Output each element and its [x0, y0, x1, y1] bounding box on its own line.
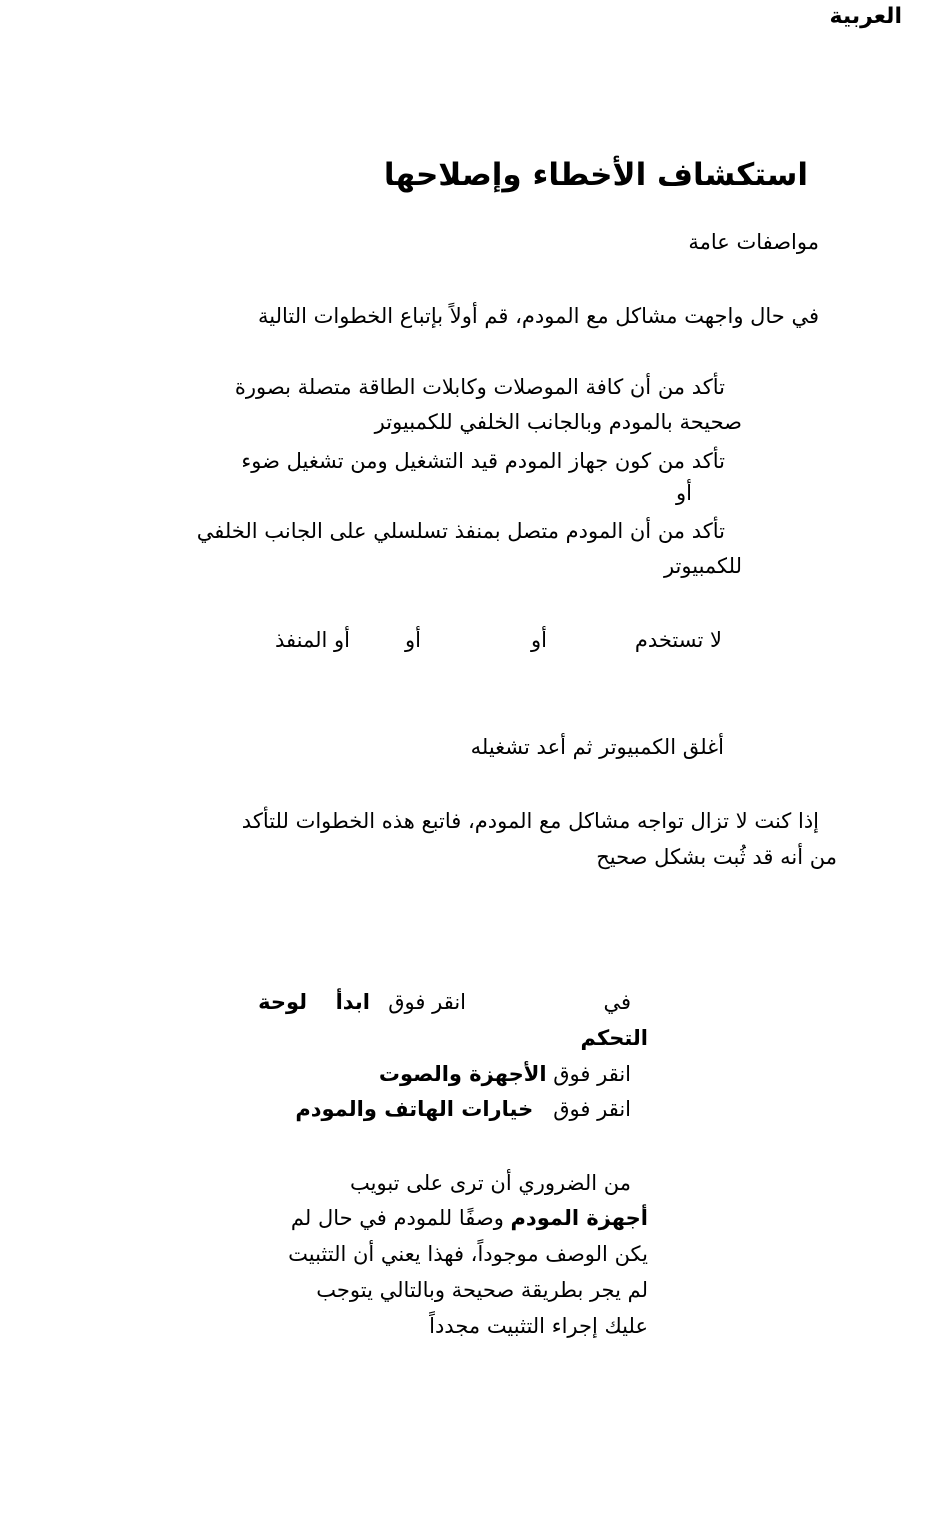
still-line-1: إذا كنت لا تزال تواجه مشاكل مع المودم، فاتبع هذه الخطوات للتأكد	[241, 809, 819, 833]
step2-text: انقر فوق الأجهزة والصوت	[378, 1062, 631, 1086]
intro-text: في حال واجهت مشاكل مع المودم، قم أولاً بإتباع الخطوات التالية	[257, 304, 819, 328]
check-line-1: تأكد من أن كافة الموصلات وكابلات الطاقة متصلة بصورة	[234, 375, 725, 399]
note-line-1: من الضروري أن ترى على تبويب	[350, 1171, 631, 1195]
check-line-5: تأكد من أن المودم متصل بمنفذ تسلسلي على الجانب الخلفي	[196, 519, 725, 543]
dont-use-lead: لا تستخدم	[634, 628, 722, 652]
dont-use-or-1: أو	[531, 628, 547, 652]
language-label: العربية	[829, 4, 902, 29]
step1-control-panel-2: التحكم	[580, 1026, 648, 1050]
dont-use-or-port: أو المنفذ	[274, 628, 350, 652]
step1-control-panel-1: لوحة	[258, 990, 307, 1014]
modems-tab: أجهزة المودم	[510, 1206, 648, 1230]
step1-click: انقر فوق	[388, 990, 466, 1014]
check-line-3: تأكد من كون جهاز المودم قيد التشغيل ومن تشغيل ضوء	[241, 449, 725, 473]
step3-text: انقر فوق خيارات الهاتف والمودم	[295, 1097, 631, 1121]
still-line-2: من أنه قد ثُبت بشكل صحيح	[596, 845, 837, 869]
note-line-2: أجهزة المودم وصفًا للمودم في حال لم	[290, 1206, 648, 1230]
section-subtitle: مواصفات عامة	[688, 230, 819, 254]
check-line-2: صحيحة بالمودم وبالجانب الخلفي للكمبيوتر	[374, 410, 742, 434]
note-line-3: يكن الوصف موجوداً، فهذا يعني أن التثبيت	[288, 1242, 648, 1266]
step1-in: في	[603, 990, 631, 1014]
note-line-4: لم يجر بطريقة صحيحة وبالتالي يتوجب	[316, 1278, 648, 1302]
check-line-6: للكمبيوتر	[663, 554, 742, 578]
check-line-4: أو	[676, 481, 692, 505]
step2-target: الأجهزة والصوت	[378, 1062, 547, 1086]
dont-use-or-2: أو	[405, 628, 421, 652]
step3-target: خيارات الهاتف والمودم	[295, 1097, 534, 1121]
restart-text: أغلق الكمبيوتر ثم أعد تشغيله	[470, 735, 724, 759]
step1-start: ابدأ	[335, 990, 370, 1014]
page-title: استكشاف الأخطاء وإصلاحها	[383, 157, 808, 193]
note-line-5: عليك إجراء التثبيت مجدداً	[429, 1314, 648, 1338]
